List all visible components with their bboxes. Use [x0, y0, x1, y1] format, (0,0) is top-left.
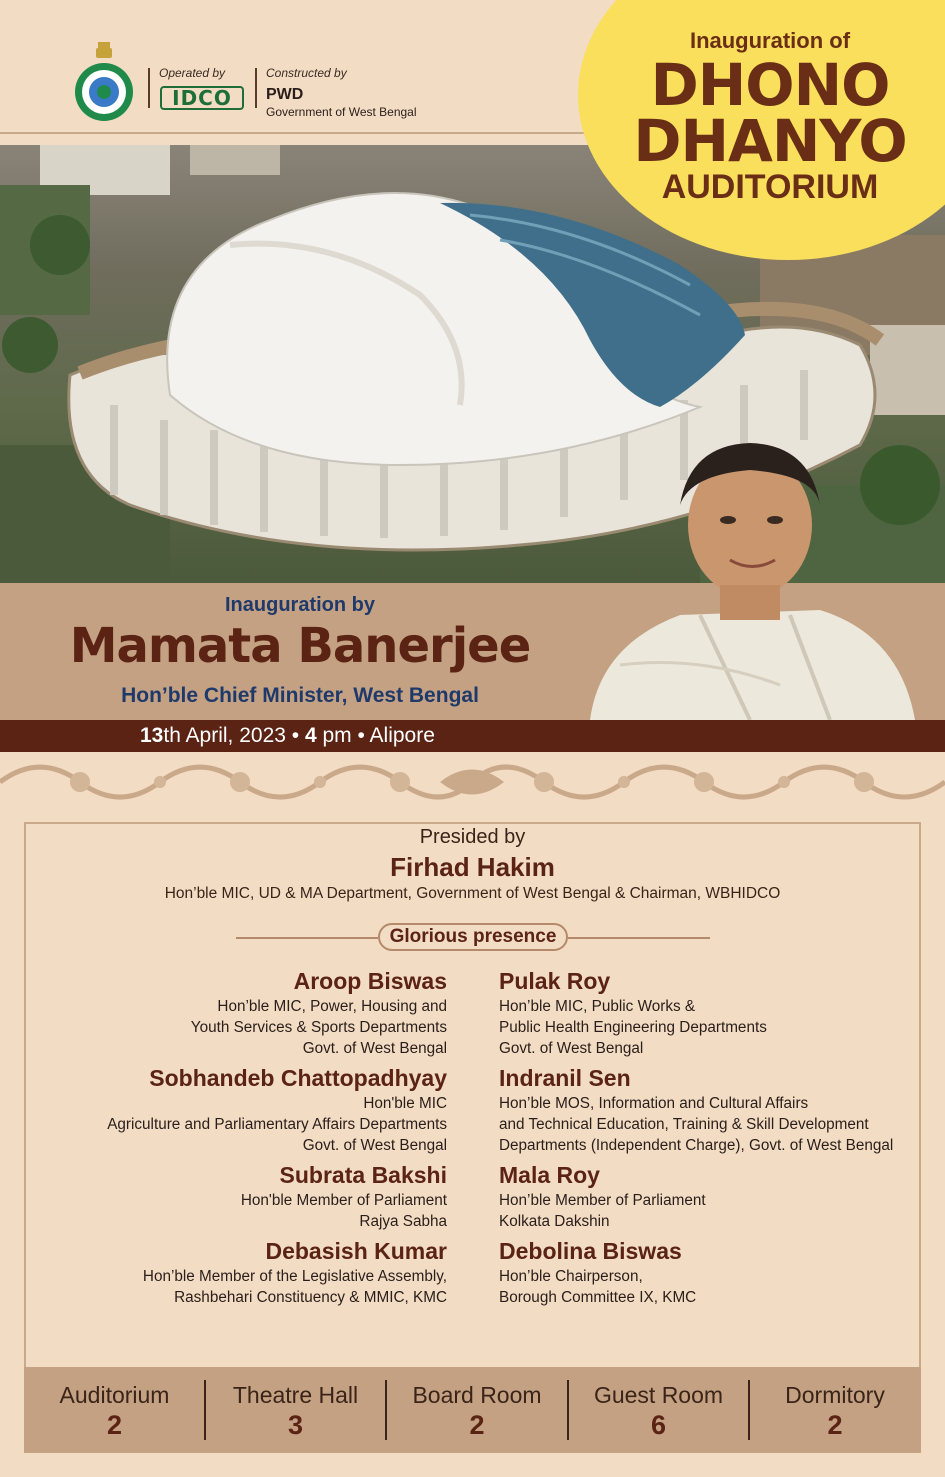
facility-label: Board Room [412, 1382, 542, 1408]
event-date-time: 13th April, 2023 • 4 pm • Alipore [140, 724, 435, 747]
pwd-subtitle: Government of West Bengal [266, 105, 417, 119]
guest-role-line: Borough Committee IX, KMC [499, 1289, 697, 1306]
guest-role-line: Govt. of West Bengal [499, 1040, 644, 1057]
guest-name: Aroop Biswas [293, 968, 447, 994]
facility-board-room [386, 1380, 568, 1440]
guest-list-right [499, 966, 929, 1312]
guest-role-line: Hon’ble Member of Parliament [499, 1192, 706, 1209]
guest-name: Sobhandeb Chattopadhyay [149, 1065, 447, 1091]
guest-role-line: Rashbehari Constituency & MMIC, KMC [174, 1289, 447, 1306]
guest-role-line: Hon’ble Member of the Legislative Assembly, [142, 1268, 447, 1285]
guest-role-line: Hon’ble MIC, Power, Housing and [217, 998, 447, 1015]
guest-entry [40, 1236, 447, 1308]
title-suffix: AUDITORIUM [661, 168, 879, 206]
guest-entry [499, 966, 929, 1059]
guest-entry [499, 1236, 929, 1308]
logo-divider [148, 68, 150, 108]
glorious-presence-label: Glorious presence [389, 926, 557, 947]
guest-name: Debolina Biswas [499, 1238, 682, 1264]
guest-entry [499, 1160, 929, 1232]
facility-label: Guest Room [593, 1382, 724, 1408]
facility-label: Theatre Hall [232, 1382, 359, 1408]
guest-role-line: Agriculture and Parliamentary Affairs Departments [107, 1116, 447, 1133]
guest-role-line: Public Health Engineering Departments [499, 1019, 767, 1036]
guest-list-left [40, 966, 447, 1312]
pwd-title: PWD [266, 86, 304, 103]
presider-role: Hon’ble MIC, UD & MA Department, Government of West Bengal & Chairman, WBHIDCO [164, 885, 781, 902]
guest-role-line: Hon'ble Member of Parliament [240, 1192, 447, 1209]
facility-dormitory [749, 1380, 921, 1440]
guest-entry [40, 966, 447, 1059]
guest-role-line: Govt. of West Bengal [302, 1040, 447, 1057]
guest-role-line: Hon’ble Chairperson, [499, 1268, 643, 1285]
title-prefix: Inauguration of [689, 28, 851, 53]
guest-name: Subrata Bakshi [279, 1162, 447, 1188]
chief-guest-name: Mamata Banerjee [69, 618, 531, 674]
presider-name: Firhad Hakim [390, 852, 555, 882]
chief-guest-portrait [580, 425, 920, 720]
facility-auditorium [24, 1380, 205, 1440]
guest-name: Debasish Kumar [265, 1238, 447, 1264]
presided-by-label: Presided by [419, 826, 526, 848]
facility-label: Auditorium [59, 1382, 170, 1408]
guest-name: Pulak Roy [499, 968, 611, 994]
guest-name: Mala Roy [499, 1162, 600, 1188]
guest-entry [499, 1063, 929, 1156]
facility-count: 3 [287, 1410, 304, 1440]
facility-count: 2 [106, 1410, 123, 1440]
guest-role-line: Govt. of West Bengal [302, 1137, 447, 1154]
divider-line-left [236, 937, 378, 939]
guest-entry [40, 1063, 447, 1156]
guest-entry [40, 1160, 447, 1232]
title-line-1: DHONO [650, 51, 890, 119]
inauguration-by-label: Inauguration by [225, 594, 375, 616]
facility-theatre-hall [205, 1380, 386, 1440]
idco-logo: IDCO [160, 86, 244, 110]
header-divider [0, 132, 600, 134]
guest-name: Indranil Sen [499, 1065, 631, 1091]
title-line-2: DHANYO [633, 107, 907, 175]
west-bengal-emblem-icon [72, 40, 136, 122]
guest-role-line: Rajya Sabha [359, 1213, 447, 1230]
guest-role-line: and Technical Education, Training & Skill Development [499, 1116, 869, 1133]
operated-by-caption: Operated by [159, 66, 226, 80]
guest-role-line: Departments (Independent Charge), Govt. of West Bengal [499, 1137, 894, 1154]
guest-role-line: Hon’ble MOS, Information and Cultural Affairs [499, 1095, 809, 1112]
logo-divider [255, 68, 257, 108]
divider-line-right [568, 937, 710, 939]
guest-role-line: Hon'ble MIC [363, 1095, 447, 1112]
guest-role-line: Youth Services & Sports Departments [190, 1019, 447, 1036]
constructed-by-caption: Constructed by [266, 66, 347, 80]
facility-guest-room [568, 1380, 749, 1440]
chief-guest-role: Hon’ble Chief Minister, West Bengal [121, 684, 479, 707]
facility-count: 2 [469, 1410, 485, 1440]
guest-role-line: Kolkata Dakshin [499, 1213, 610, 1230]
decorative-ornament [0, 752, 945, 812]
facility-count: 6 [650, 1410, 667, 1440]
facility-count: 2 [827, 1410, 843, 1440]
facility-label: Dormitory [785, 1382, 885, 1408]
guest-role-line: Hon’ble MIC, Public Works & [499, 998, 696, 1015]
